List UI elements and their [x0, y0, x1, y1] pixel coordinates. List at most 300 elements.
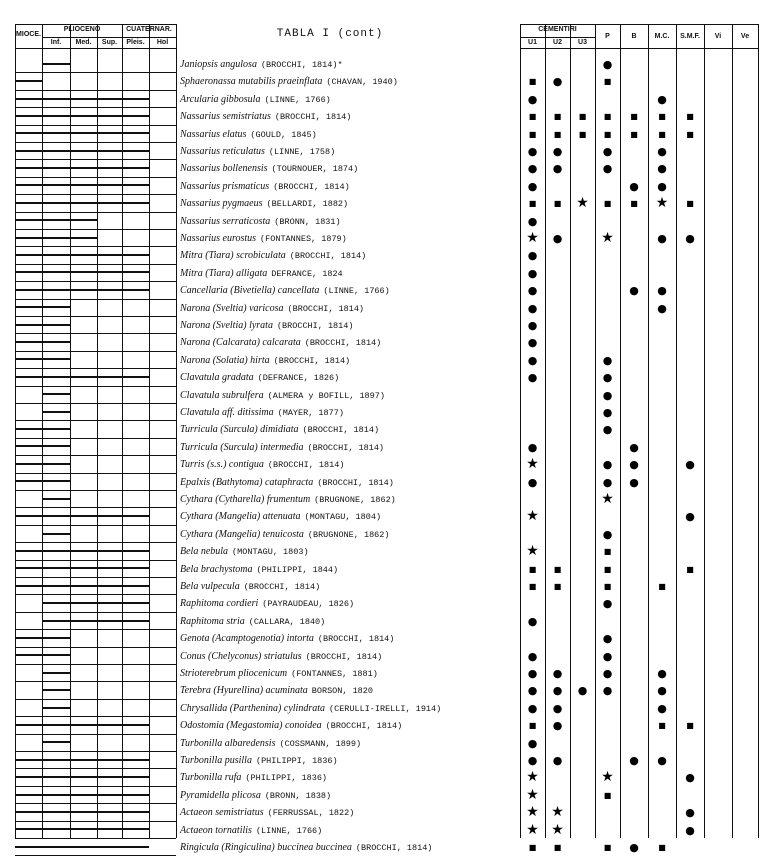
dot-marker: ●: [685, 771, 695, 784]
row-divider: [15, 299, 176, 300]
dot-marker: ●: [602, 389, 613, 402]
species-name: [180, 595, 354, 612]
row-divider: [15, 142, 176, 143]
range-bar: [15, 550, 149, 552]
species-author: (BROCCHI, 1814): [273, 356, 351, 366]
species-genus: Cythara (Mangelia) attenuata: [180, 511, 301, 522]
range-bar: [15, 271, 149, 273]
range-bar: [15, 132, 149, 134]
square-marker: ■: [686, 721, 694, 730]
dot-marker: ●: [552, 162, 563, 175]
species-genus: Actaeon semistriatus: [180, 807, 264, 818]
species-author: (BROCCHI, 1814): [267, 460, 345, 470]
header-sub-3: Pleis.: [126, 39, 145, 46]
row-divider: [15, 455, 176, 456]
species-genus: Raphitoma cordieri: [180, 598, 259, 609]
header-site-0: U1: [528, 39, 537, 46]
row-divider: [15, 542, 176, 543]
species-genus: Nassarius elatus: [180, 129, 247, 140]
row-divider: [15, 821, 176, 822]
species-genus: Turricula (Surcula) dimidiata: [180, 424, 299, 435]
species-author: (PHILIPPI, 1836): [245, 773, 328, 783]
square-marker: ■: [686, 565, 694, 574]
species-name: [180, 108, 351, 125]
row-divider: [15, 716, 176, 717]
dot-marker: ●: [657, 162, 667, 175]
dot-marker: ●: [685, 458, 695, 471]
row-divider: [15, 490, 176, 491]
species-name: [180, 804, 354, 821]
square-marker: ■: [528, 112, 537, 121]
row-divider: [15, 333, 176, 334]
species-genus: Arcularia gibbosula: [180, 94, 261, 105]
dot-marker: ●: [527, 162, 538, 175]
species-genus: Bela nebula: [180, 546, 229, 557]
dot-marker: ●: [629, 441, 639, 454]
dot-marker: ●: [685, 232, 695, 245]
species-author: (BROCCHI, 1814): [355, 843, 433, 853]
species-author: (MONTAGU, 1804): [304, 512, 382, 522]
dot-marker: ●: [657, 667, 667, 680]
range-bar: [15, 445, 70, 447]
header-mioceno: MIOCE.: [16, 31, 41, 38]
species-genus: Turbonilla pusilla: [180, 755, 252, 766]
square-marker: ■: [603, 547, 612, 556]
row-divider: [15, 159, 176, 160]
dot-marker: ●: [552, 232, 563, 245]
header-site-5: M.C.: [654, 33, 670, 40]
square-marker: ■: [553, 112, 562, 121]
species-name: [180, 613, 325, 630]
row-divider: [15, 786, 176, 787]
species-author: (FERRUSSAL, 1822): [267, 808, 355, 818]
square-marker: ■: [528, 843, 537, 852]
row-divider: [15, 212, 176, 213]
row-divider: [15, 316, 176, 317]
species-name: [180, 143, 335, 160]
header-cuaternario: CUATERNAR.: [126, 26, 172, 33]
species-author: (BROCCHI, 1814): [243, 582, 321, 592]
row-divider: [15, 681, 176, 682]
species-genus: Turricula (Surcula) intermedia: [180, 442, 304, 453]
species-author: (BROCCHI, 1814): [325, 721, 403, 731]
star-marker: ★: [526, 804, 539, 820]
grid-line: [620, 24, 621, 838]
square-marker: ■: [528, 565, 537, 574]
dot-marker: ●: [602, 458, 613, 471]
species-genus: Terebra (Hyurellina) acuminata: [180, 685, 308, 696]
header-sub-0: Inf.: [50, 39, 62, 46]
grid-line: [176, 24, 177, 838]
star-marker: ★: [601, 491, 614, 507]
square-marker: ■: [658, 582, 666, 591]
range-bar: [15, 480, 70, 482]
range-bar: [15, 324, 70, 326]
grid-line: [520, 48, 758, 49]
species-genus: Mitra (Tiara) alligata: [180, 268, 268, 279]
range-bar: [15, 237, 97, 239]
range-bar: [15, 184, 149, 186]
star-marker: ★: [576, 195, 589, 211]
row-divider: [15, 368, 176, 369]
range-bar: [42, 689, 70, 691]
row-divider: [15, 577, 176, 578]
range-bar: [42, 602, 149, 604]
range-bar: [42, 393, 70, 395]
species-author: (PHILIPPI, 1844): [256, 565, 339, 575]
species-author: (PAYRAUDEAU, 1826): [262, 599, 355, 609]
species-name: [180, 126, 317, 143]
species-name: [180, 665, 378, 682]
range-bar: [15, 150, 149, 152]
species-name: [180, 526, 390, 543]
dot-marker: ●: [602, 667, 613, 680]
grid-line: [676, 24, 677, 838]
square-marker: ■: [553, 843, 562, 852]
species-name: [180, 456, 344, 473]
square-marker: ■: [553, 199, 562, 208]
species-genus: Odostomia (Megastomia) conoidea: [180, 720, 322, 731]
species-genus: Cythara (Cytharella) frumentum: [180, 494, 311, 505]
range-bar: [15, 567, 149, 569]
species-genus: Clavatula subrulfera: [180, 390, 264, 401]
dot-marker: ●: [527, 354, 538, 367]
dot-marker: ●: [602, 476, 613, 489]
range-bar: [15, 794, 149, 796]
row-divider: [15, 420, 176, 421]
range-bar: [15, 80, 42, 82]
range-bar: [15, 637, 70, 639]
species-genus: Sphaeronassa mutabilis praeinflata: [180, 76, 323, 87]
dot-marker: ●: [527, 267, 538, 280]
row-divider: [15, 351, 176, 352]
species-author: (BROCCHI, 1814): [276, 321, 354, 331]
row-divider: [15, 473, 176, 474]
dot-marker: ●: [552, 75, 563, 88]
square-marker: ■: [528, 721, 537, 730]
dot-marker: ●: [685, 510, 695, 523]
dot-marker: ●: [602, 632, 613, 645]
dot-marker: ●: [602, 528, 613, 541]
species-author: (BROCCHI, 1814): [289, 251, 367, 261]
dot-marker: ●: [629, 754, 639, 767]
row-divider: [15, 560, 176, 561]
row-divider: [15, 246, 176, 247]
species-genus: Narona (Sveltia) lyrata: [180, 320, 273, 331]
row-divider: [15, 438, 176, 439]
species-author: (ALMERA y BOFILL, 1897): [267, 391, 385, 401]
row-divider: [15, 281, 176, 282]
species-name: [180, 839, 432, 856]
species-genus: Clavatula gradata: [180, 372, 254, 383]
species-name: [180, 787, 331, 804]
dot-marker: ●: [527, 284, 538, 297]
range-bar: [15, 515, 149, 517]
species-name: [180, 421, 379, 438]
grid-line: [520, 24, 521, 838]
square-marker: ■: [630, 130, 638, 139]
dot-marker: ●: [527, 302, 538, 315]
header-site-8: Ve: [740, 33, 750, 40]
dot-marker: ●: [657, 93, 667, 106]
range-bar: [15, 98, 149, 100]
species-name: [180, 700, 441, 717]
species-genus: Strioterebrum pliocenicum: [180, 668, 288, 679]
species-genus: Turbonilla rufa: [180, 772, 242, 783]
species-name: [180, 317, 353, 334]
square-marker: ■: [630, 112, 638, 121]
dot-marker: ●: [657, 754, 667, 767]
grid-line: [570, 24, 571, 838]
star-marker: ★: [655, 195, 669, 211]
species-author: (LINNE, 1766): [264, 95, 331, 105]
species-author: (CALLARA, 1840): [248, 617, 326, 627]
square-marker: ■: [603, 130, 612, 139]
table-title: TABLA I (cont): [276, 28, 384, 40]
dot-marker: ●: [552, 702, 563, 715]
species-name: [180, 543, 309, 560]
dot-marker: ●: [527, 336, 538, 349]
grid-line: [704, 24, 705, 838]
range-bar: [15, 341, 70, 343]
species-genus: Nassarius semistriatus: [180, 111, 271, 122]
range-bar: [42, 63, 70, 65]
square-marker: ■: [528, 199, 537, 208]
dot-marker: ●: [629, 476, 639, 489]
dot-marker: ●: [629, 284, 639, 297]
star-marker: ★: [601, 230, 614, 246]
species-author: (BROCCHI, 1814): [302, 425, 380, 435]
star-marker: ★: [601, 769, 614, 785]
row-divider: [15, 664, 176, 665]
dot-marker: ●: [657, 302, 667, 315]
star-marker: ★: [551, 804, 564, 820]
species-name: [180, 195, 348, 212]
species-author: (GOULD, 1845): [250, 130, 317, 140]
square-marker: ■: [578, 130, 587, 139]
species-genus: Genota (Acamptogenotia) intorta: [180, 633, 314, 644]
range-bar: [42, 533, 70, 535]
dot-marker: ●: [629, 458, 639, 471]
range-bar: [15, 289, 149, 291]
dot-marker: ●: [552, 754, 563, 767]
header-sub-2: Sup.: [101, 39, 118, 46]
row-divider: [15, 768, 176, 769]
species-author: (BROCCHI, 1814): [304, 338, 382, 348]
row-divider: [15, 90, 176, 91]
range-bar: [15, 202, 149, 204]
dot-marker: ●: [527, 180, 538, 193]
square-marker: ■: [553, 130, 562, 139]
dot-marker: ●: [527, 754, 538, 767]
species-genus: Cythara (Mangelia) tenuicosta: [180, 529, 304, 540]
species-name: [180, 265, 343, 282]
square-marker: ■: [603, 791, 612, 800]
star-marker: ★: [526, 769, 539, 785]
species-genus: Epalxis (Bathytoma) cataphracta: [180, 477, 314, 488]
species-genus: Nassarius prismaticus: [180, 181, 270, 192]
species-name: [180, 73, 398, 90]
grid-line: [15, 48, 176, 49]
species-author: (PHILIPPI, 1836): [255, 756, 338, 766]
square-marker: ■: [553, 582, 562, 591]
square-marker: ■: [686, 112, 694, 121]
dot-marker: ●: [527, 702, 538, 715]
dot-marker: ●: [527, 737, 538, 750]
species-genus: Turbonilla albaredensis: [180, 738, 276, 749]
species-author: (COSSMANN, 1899): [279, 739, 362, 749]
species-name: [180, 717, 402, 734]
square-marker: ■: [603, 77, 612, 86]
star-marker: ★: [526, 543, 539, 559]
species-name: [180, 752, 338, 769]
header-cementiri: CEMENTIRI: [538, 26, 577, 33]
species-name: [180, 213, 341, 230]
species-genus: Narona (Sveltia) varicosa: [180, 303, 284, 314]
species-genus: Narona (Calcarata) calcarata: [180, 337, 301, 348]
range-bar: [15, 654, 70, 656]
species-author: (FONTANNES, 1881): [291, 669, 378, 679]
species-name: [180, 178, 350, 195]
species-name: [180, 578, 320, 595]
species-genus: Bela brachystoma: [180, 564, 253, 575]
species-name: [180, 769, 327, 786]
species-author: (FONTANNES, 1879): [260, 234, 347, 244]
star-marker: ★: [526, 822, 539, 838]
species-name: [180, 439, 384, 456]
dot-marker: ●: [527, 441, 538, 454]
species-genus: Actaeon tornatilis: [180, 825, 252, 836]
species-name: [180, 300, 364, 317]
species-name: [180, 369, 339, 386]
range-bar: [42, 411, 70, 413]
row-divider: [15, 803, 176, 804]
row-divider: [15, 229, 176, 230]
species-genus: Janiopsis angulosa: [180, 59, 257, 70]
star-marker: ★: [526, 456, 539, 472]
species-genus: Nassarius pygmaeus: [180, 198, 263, 209]
species-author: BORSON, 1820: [311, 686, 373, 696]
row-divider: [15, 264, 176, 265]
dot-marker: ●: [629, 841, 639, 854]
dot-marker: ●: [527, 615, 538, 628]
dot-marker: ●: [602, 162, 613, 175]
species-genus: Nassarius serraticosta: [180, 216, 271, 227]
species-author: (BRONN, 1838): [264, 791, 332, 801]
dot-marker: ●: [602, 597, 613, 610]
species-name: [180, 56, 343, 73]
species-genus: Chrysallida (Parthenina) cylindrata: [180, 703, 325, 714]
species-author: (BROCCHI, 1814): [273, 182, 350, 192]
square-marker: ■: [658, 112, 666, 121]
range-bar: [42, 672, 70, 674]
row-divider: [15, 72, 176, 73]
square-marker: ■: [686, 199, 694, 208]
header-site-2: U3: [578, 39, 587, 46]
header-site-3: P: [605, 33, 610, 40]
row-divider: [15, 594, 176, 595]
square-marker: ■: [686, 130, 694, 139]
row-divider: [15, 525, 176, 526]
row-divider: [15, 194, 176, 195]
range-bar: [15, 759, 149, 761]
row-divider: [15, 855, 176, 856]
grid-line: [545, 24, 546, 838]
range-bar: [15, 811, 149, 813]
grid-line: [732, 24, 733, 838]
species-name: [180, 491, 396, 508]
species-name: [180, 282, 390, 299]
row-divider: [15, 386, 176, 387]
dot-marker: ●: [552, 145, 563, 158]
range-bar: [15, 254, 149, 256]
species-genus: Cancellaria (Bivetiella) cancellata: [180, 285, 320, 296]
species-name: [180, 508, 381, 525]
range-bar: [15, 828, 149, 830]
species-author: (CERULLI-IRELLI, 1914): [329, 704, 442, 714]
dot-marker: ●: [527, 249, 538, 262]
dot-marker: ●: [602, 423, 613, 436]
species-name: [180, 735, 361, 752]
species-genus: Nassarius eurostus: [180, 233, 257, 244]
dot-marker: ●: [657, 284, 667, 297]
species-name: [180, 630, 394, 647]
range-bar: [15, 115, 149, 117]
range-bar: [15, 376, 149, 378]
star-marker: ★: [551, 822, 564, 838]
square-marker: ■: [528, 582, 537, 591]
range-bar: [15, 306, 70, 308]
dot-marker: ●: [602, 371, 613, 384]
header-sub-1: Med.: [75, 39, 92, 46]
dot-marker: ●: [657, 145, 667, 158]
dot-marker: ●: [657, 702, 667, 715]
square-marker: ■: [658, 721, 666, 730]
row-divider: [15, 629, 176, 630]
dot-marker: ●: [602, 406, 613, 419]
species-author: (MAYER, 1877): [277, 408, 344, 418]
star-marker: ★: [526, 787, 539, 803]
species-author: (TOURNOUER, 1874): [271, 164, 359, 174]
species-genus: Conus (Chelyconus) striatulus: [180, 651, 302, 662]
dot-marker: ●: [527, 476, 538, 489]
dot-marker: ●: [657, 684, 667, 697]
species-name: [180, 648, 382, 665]
range-bar: [42, 498, 70, 500]
species-author: (BROCCHI, 1814): [305, 652, 383, 662]
species-name: [180, 474, 394, 491]
range-bar: [42, 707, 70, 709]
dot-marker: ●: [552, 719, 563, 732]
species-genus: Nassarius bollenensis: [180, 163, 268, 174]
species-author: (BROCCHI, 1814): [317, 478, 394, 488]
header-sub-4: Hol: [156, 39, 169, 46]
species-genus: Narona (Solatia) hirta: [180, 355, 270, 366]
dot-marker: ●: [602, 58, 613, 71]
row-divider: [15, 403, 176, 404]
square-marker: ■: [528, 77, 537, 86]
range-bar: [15, 219, 97, 221]
row-divider: [15, 107, 176, 108]
range-bar: [15, 724, 149, 726]
square-marker: ■: [658, 843, 666, 852]
species-genus: Mitra (Tiara) scrobiculata: [180, 250, 286, 261]
species-genus: Bela vulpecula: [180, 581, 240, 592]
square-marker: ■: [603, 843, 612, 852]
species-genus: Clavatula aff. ditissima: [180, 407, 274, 418]
range-bar: [15, 846, 149, 848]
range-bar: [15, 585, 149, 587]
